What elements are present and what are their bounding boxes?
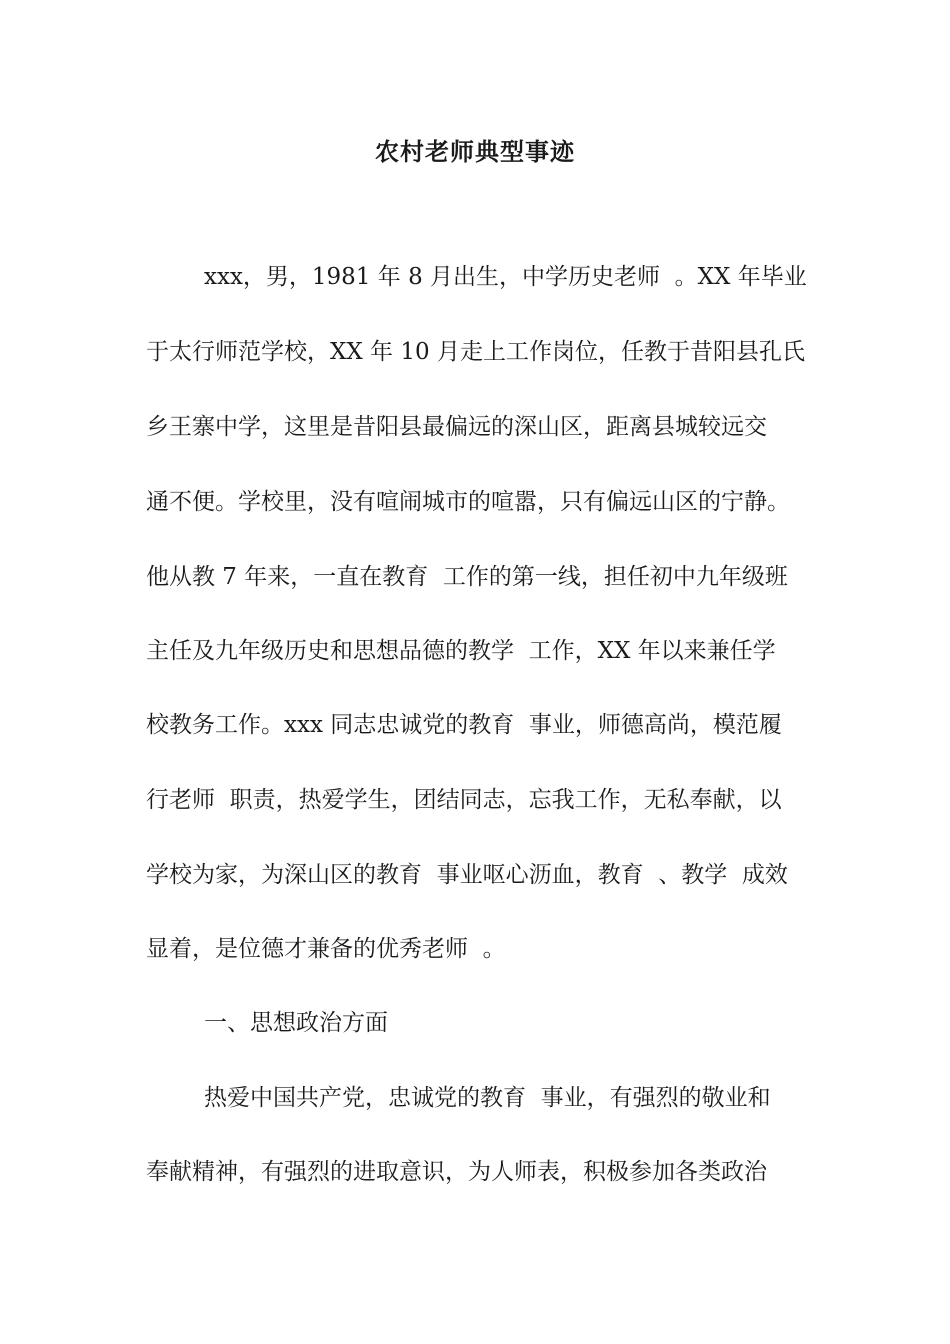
paragraph-line: 行老师 职责，热爱学生，团结同志，忘我工作，无私奉献，以: [146, 787, 782, 813]
paragraph-line: 主任及九年级历史和思想品德的教学 工作，XX 年以来兼任学: [146, 638, 776, 664]
paragraph-line: 通不便。学校里，没有喧闹城市的喧嚣，只有偏远山区的宁静。: [146, 489, 790, 515]
paragraph-line: 显着，是位德才兼备的优秀老师 。: [146, 936, 506, 962]
paragraph-line: 学校为家，为深山区的教育 事业呕心沥血，教育 、教学 成效: [146, 862, 788, 888]
document-title: 农村老师典型事迹: [375, 137, 575, 166]
paragraph-line: 校教务工作。xxx 同志忠诚党的教育 事业，师德高尚，模范履: [146, 712, 782, 738]
section-heading: 一、思想政治方面: [204, 1010, 388, 1036]
paragraph-line: 他从教 7 年来，一直在教育 工作的第一线，担任初中九年级班: [146, 564, 788, 590]
paragraph-line: 热爱中国共产党，忠诚党的教育 事业，有强烈的敬业和: [204, 1085, 771, 1111]
paragraph-line: 于太行师范学校，XX 年 10 月走上工作岗位，任教于昔阳县孔氏: [146, 339, 805, 365]
paragraph-line: xxx，男，1981 年 8 月出生，中学历史老师 。XX 年毕业: [204, 264, 807, 290]
paragraph-line: 奉献精神，有强烈的进取意识，为人师表，积极参加各类政治: [146, 1159, 767, 1185]
paragraph-line: 乡王寨中学，这里是昔阳县最偏远的深山区，距离县城较远交: [146, 414, 767, 440]
